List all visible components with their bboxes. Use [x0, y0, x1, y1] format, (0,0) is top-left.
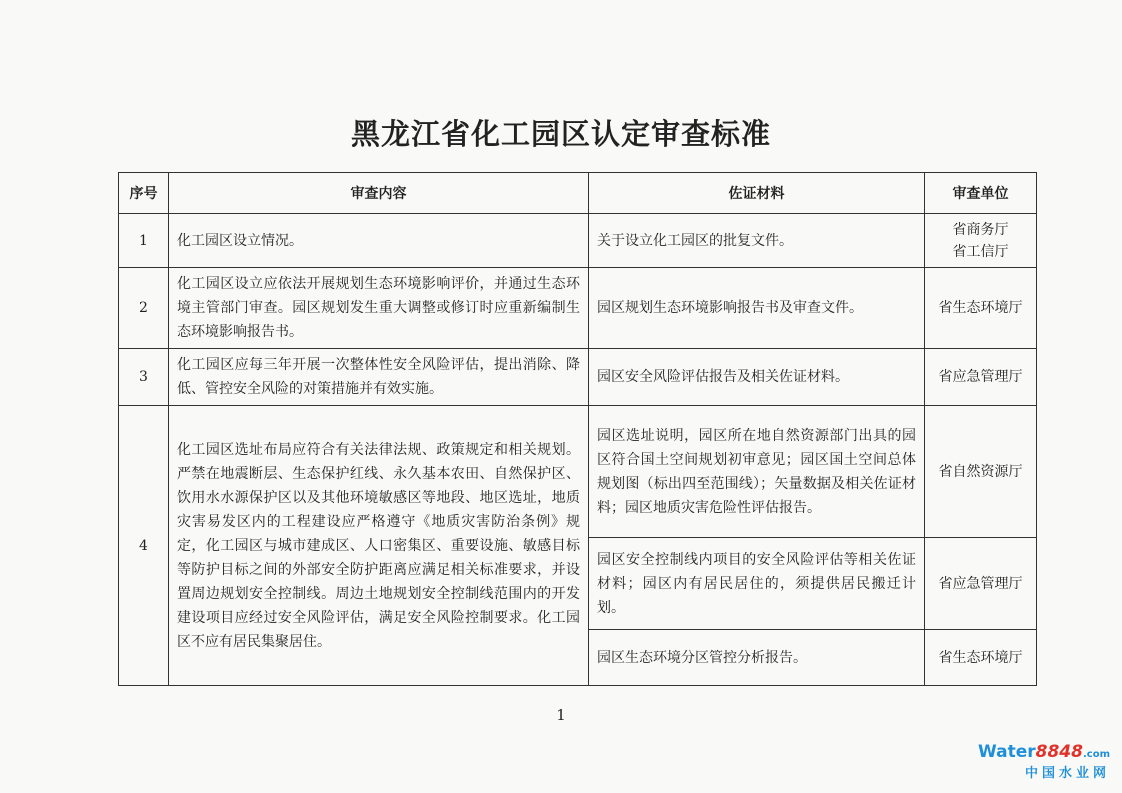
row-no: 2 — [119, 268, 169, 349]
row-unit: 省应急管理厅 — [925, 538, 1037, 630]
table-row — [119, 214, 1037, 268]
header-evidence: 佐证材料 — [589, 173, 925, 214]
row-evidence: 园区生态环境分区管控分析报告。 — [589, 630, 925, 686]
unit-line: 省工信厅 — [952, 243, 1009, 260]
row-evidence: 园区选址说明，园区所在地自然资源部门出具的园区符合国土空间规划初审意见；园区国土空间总体规划图（标出四至范围线）；矢量数据及相关佐证材料；园区地质灾害危险性评估报告。 — [589, 406, 925, 538]
row-unit: 省自然资源厅 — [925, 406, 1037, 538]
watermark-brand-c: .com — [1082, 749, 1110, 760]
row-content: 化工园区设立情况。 — [169, 214, 589, 268]
row-evidence: 园区安全风险评估报告及相关佐证材料。 — [589, 349, 925, 406]
table-row — [119, 406, 1037, 538]
table-row — [119, 349, 1037, 406]
watermark-logo — [978, 742, 1110, 781]
watermark-brand-b: 8848 — [1035, 742, 1083, 762]
row-content: 化工园区应每三年开展一次整体性安全风险评估，提出消除、降低、管控安全风险的对策措施并有效实施。 — [169, 349, 589, 406]
standards-table — [118, 172, 1037, 686]
header-unit: 审查单位 — [925, 173, 1037, 214]
table-header-row — [119, 173, 1037, 214]
header-content: 审查内容 — [169, 173, 589, 214]
row-unit — [925, 214, 1037, 268]
row-content: 化工园区设立应依法开展规划生态环境影响评价，并通过生态环境主管部门审查。园区规划发生重大调整或修订时应重新编制生态环境影响报告书。 — [169, 268, 589, 349]
row-unit: 省应急管理厅 — [925, 349, 1037, 406]
watermark-brand-a: Water — [977, 742, 1036, 762]
row-evidence: 园区安全控制线内项目的安全风险评估等相关佐证材料；园区内有居民居住的，须提供居民搬迁计划。 — [589, 538, 925, 630]
row-no: 1 — [119, 214, 169, 268]
unit-line: 省商务厅 — [952, 221, 1009, 238]
table-row — [119, 268, 1037, 349]
row-no: 4 — [119, 406, 169, 686]
row-unit: 省生态环境厅 — [925, 630, 1037, 686]
row-unit: 省生态环境厅 — [925, 268, 1037, 349]
watermark-subtitle: 中国水业网 — [1024, 766, 1110, 781]
row-content: 化工园区选址布局应符合有关法律法规、政策规定和相关规划。严禁在地震断层、生态保护红线、永久基本农田、自然保护区、饮用水水源保护区以及其他环境敏感区等地段、地区选址，地质灾害易发区内的工程建设应严格遵守《地质灾害防治条例》规定，化工园区与城市建成区、人口密集区、重要设施、敏感目标等防护目标之间的外部安全防护距离应满足相关标准要求，并设置周边规划安全控制线。周边土地规划安全控制线范围内的开发建设项目应经过安全风险评估，满足安全风险控制要求。化工园区不应有居民集聚居住。 — [169, 406, 589, 686]
header-no: 序号 — [119, 173, 169, 214]
row-no: 3 — [119, 349, 169, 406]
document-title: 黑龙江省化工园区认定审查标准 — [350, 117, 771, 151]
row-evidence: 关于设立化工园区的批复文件。 — [589, 214, 925, 268]
row-evidence: 园区规划生态环境影响报告书及审查文件。 — [589, 268, 925, 349]
page-number: 1 — [556, 706, 566, 724]
